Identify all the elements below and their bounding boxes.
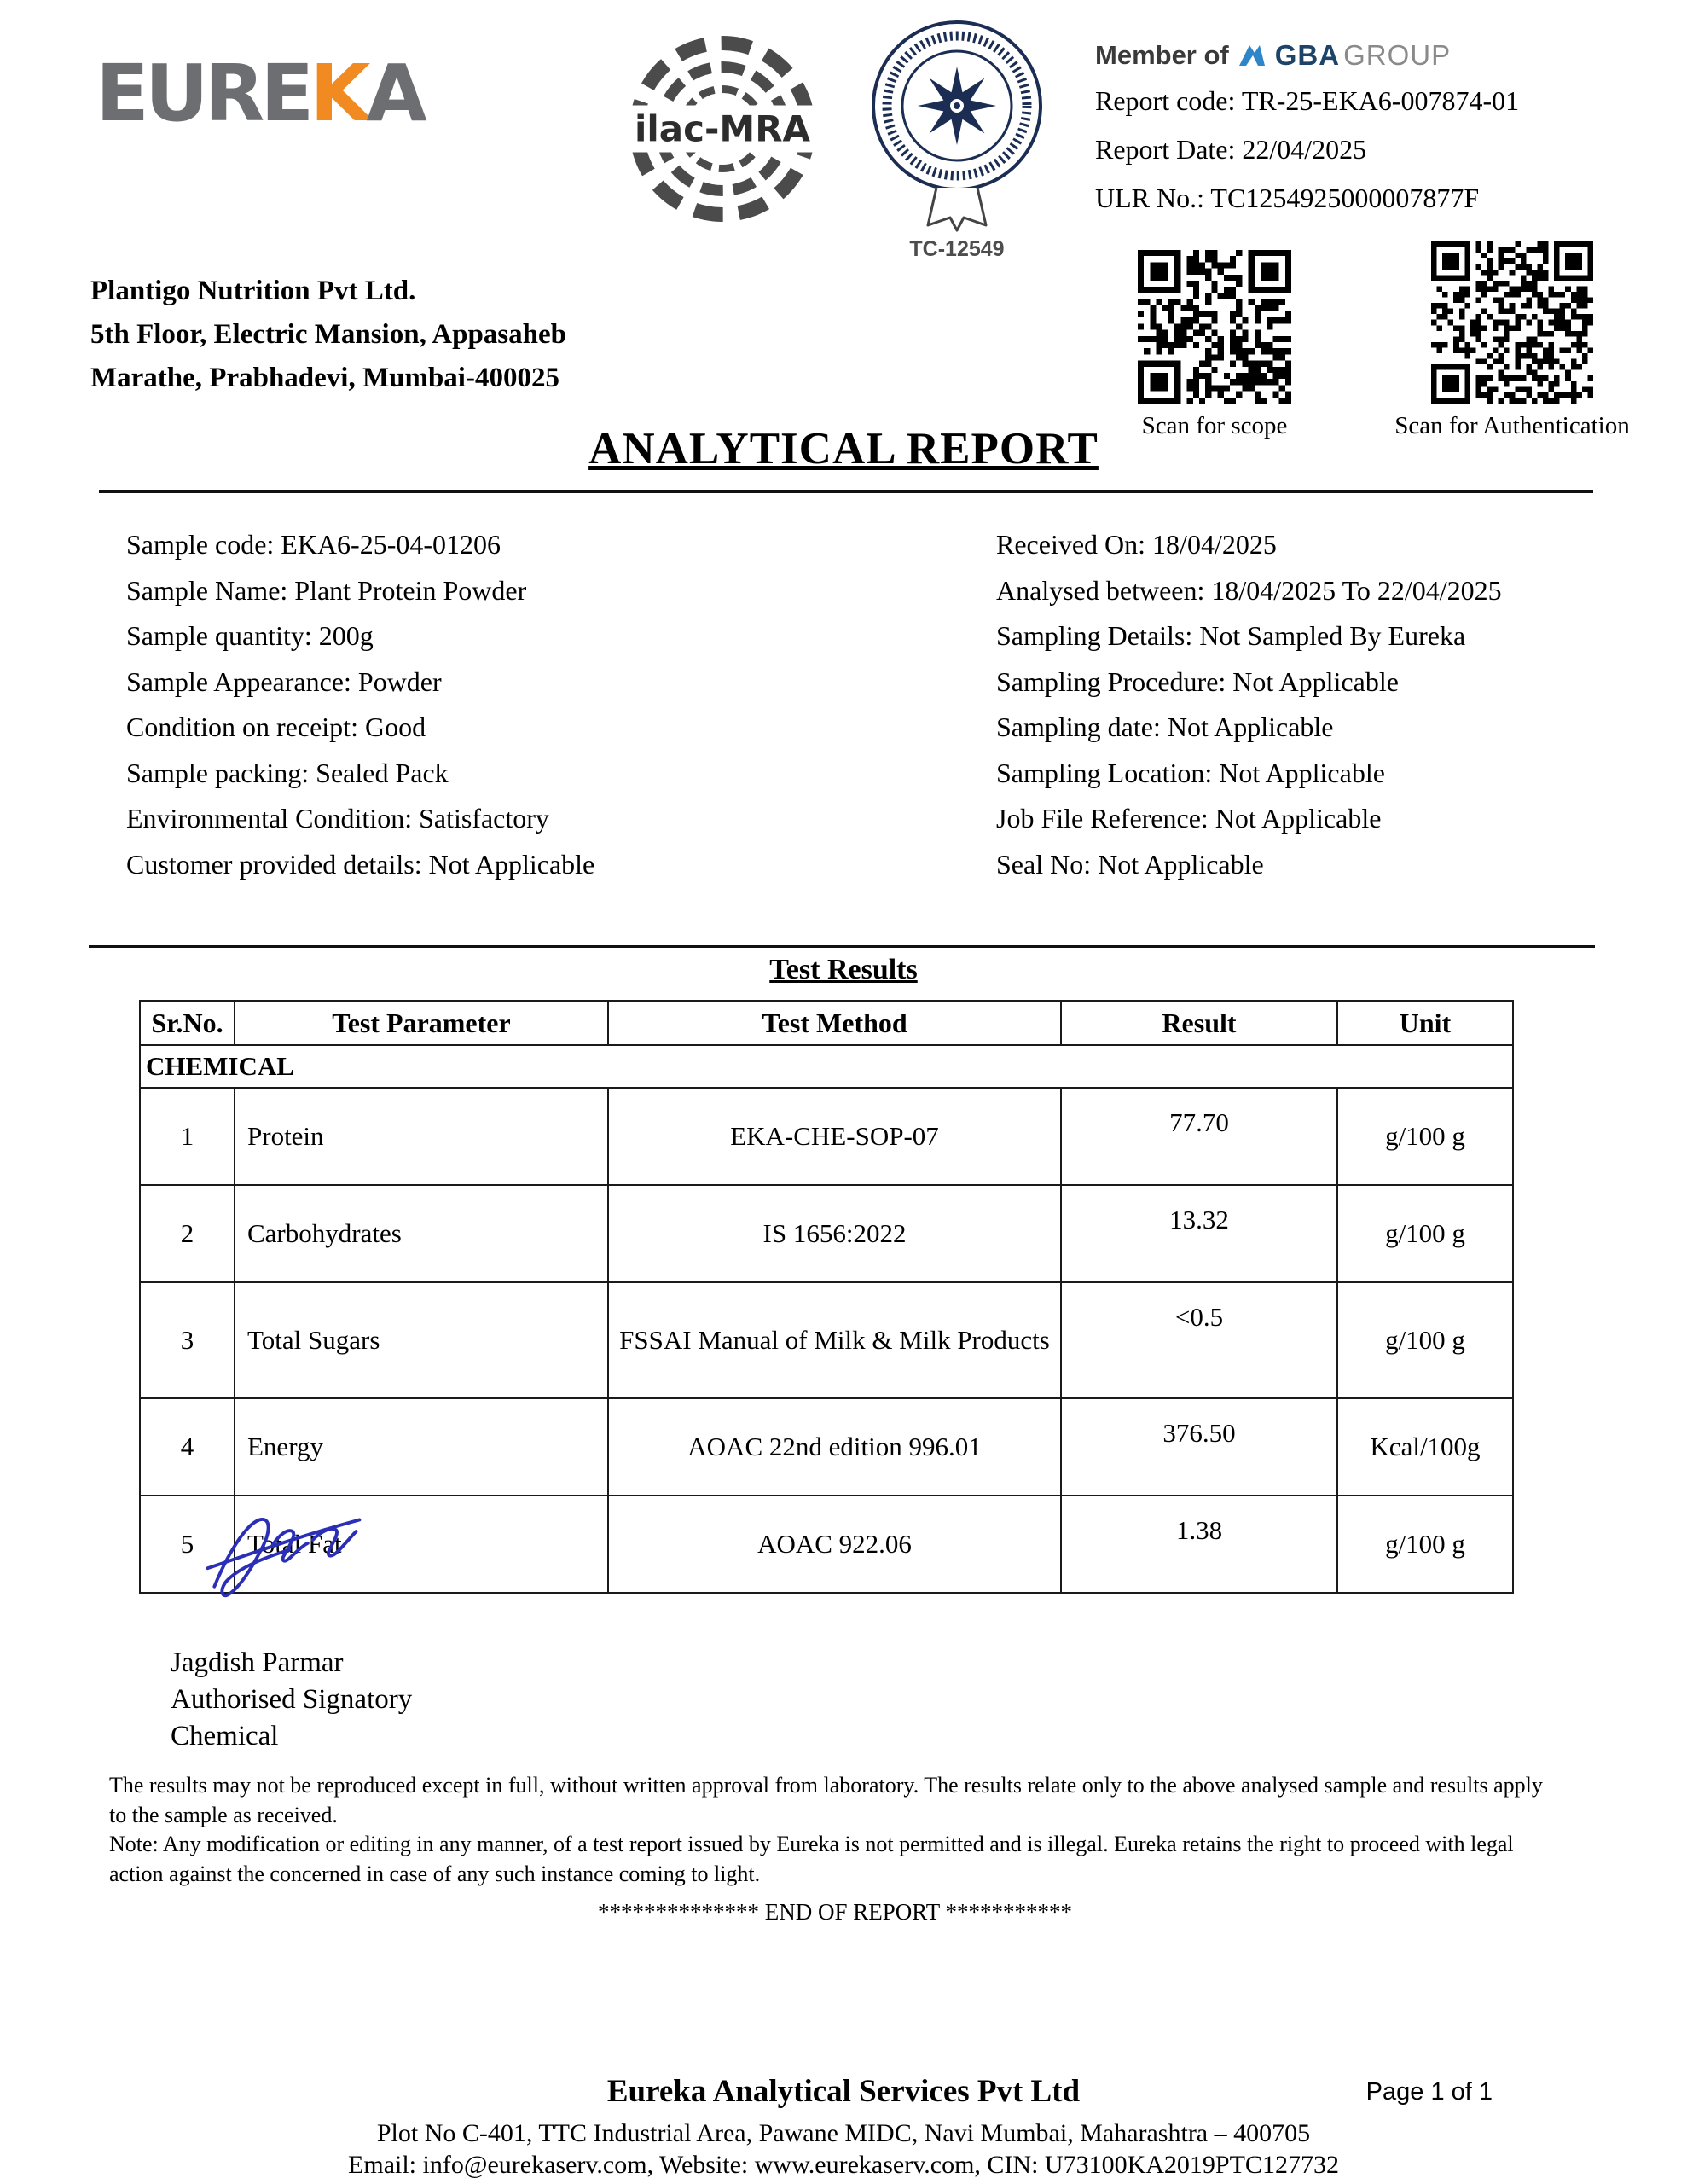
footer-company-name: Eureka Analytical Services Pvt Ltd — [606, 2074, 1081, 2109]
authentication-qr-code — [1431, 241, 1593, 404]
column-header-srno: Sr.No. — [140, 1001, 235, 1045]
report-date: Report Date: 22/04/2025 — [1095, 134, 1367, 165]
cell-method: IS 1656:2022 — [608, 1185, 1061, 1282]
disclaimer-paragraph-2: Note: Any modification or editing in any manner, of a test report issued by Eureka is not permitted and is illegal. Eureka retains the right to proceed with legal action against the concerned in case of any such instance coming to light. — [109, 1832, 1514, 1886]
gba-brand-label: GBA — [1274, 39, 1341, 71]
sample-detail-line: Sampling Procedure: Not Applicable — [996, 665, 1399, 697]
ulr-number: ULR No.: TC1254925000007877F — [1095, 183, 1480, 213]
cell-parameter: Total Fat — [235, 1496, 608, 1593]
sample-detail-line: Sample quantity: 200g — [126, 620, 374, 651]
sample-detail-line: Analysed between: 18/04/2025 To 22/04/2025 — [996, 574, 1502, 606]
table-row — [140, 1282, 1513, 1398]
sample-details-right-column — [996, 522, 1502, 887]
cell-method: AOAC 22nd edition 996.01 — [608, 1398, 1061, 1496]
page-number: Page 1 of 1 — [1365, 2078, 1493, 2106]
table-row — [140, 1088, 1513, 1185]
page-title: ANALYTICAL REPORT — [588, 424, 1099, 473]
customer-address-line2: Marathe, Prabhadevi, Mumbai-400025 — [90, 363, 559, 393]
sample-detail-line: Environmental Condition: Satisfactory — [126, 803, 549, 834]
table-row — [140, 1398, 1513, 1496]
eureka-logo-accent: K — [310, 48, 367, 139]
cell-unit: g/100 g — [1337, 1185, 1513, 1282]
eureka-logo-gray2: A — [366, 48, 423, 139]
section-row-chemical — [140, 1045, 1513, 1088]
customer-address-line1: 5th Floor, Electric Mansion, Appasaheb — [90, 319, 566, 350]
cell-unit: Kcal/100g — [1337, 1398, 1513, 1496]
cell-unit: g/100 g — [1337, 1496, 1513, 1593]
qr-authentication-block — [1394, 241, 1630, 440]
signatory-block — [171, 1645, 412, 1755]
cell-method: AOAC 922.06 — [608, 1496, 1061, 1593]
results-divider — [89, 945, 1595, 948]
disclaimer-block — [109, 1771, 1561, 1927]
sample-detail-line: Sampling Location: Not Applicable — [996, 757, 1385, 788]
cell-parameter: Energy — [235, 1398, 608, 1496]
table-row — [140, 1185, 1513, 1282]
eureka-logo — [96, 48, 423, 139]
sample-detail-line: Seal No: Not Applicable — [996, 848, 1264, 880]
column-header-result: Result — [1061, 1001, 1337, 1045]
qr-scope-block — [1134, 250, 1295, 440]
scope-qr-code — [1138, 250, 1291, 404]
sample-detail-line: Sample code: EKA6-25-04-01206 — [126, 529, 501, 560]
signatory-name: Jagdish Parmar — [171, 1647, 344, 1678]
column-header-method: Test Method — [608, 1001, 1061, 1045]
customer-address-block — [90, 270, 566, 400]
cell-result: 376.50 — [1061, 1398, 1337, 1496]
sample-details-left-column — [126, 522, 594, 887]
member-of-label: Member of — [1095, 40, 1229, 70]
gba-group-label: GROUP — [1343, 39, 1452, 71]
cell-method: EKA-CHE-SOP-07 — [608, 1088, 1061, 1185]
nabl-emblem-icon — [853, 14, 1061, 237]
signature-image — [189, 1503, 373, 1610]
column-header-parameter: Test Parameter — [235, 1001, 608, 1045]
signatory-department: Chemical — [171, 1721, 279, 1751]
disclaimer-paragraph-1: The results may not be reproduced except in full, without written approval from laboratory. The results relate only to the above analysed sample and results apply to the sample as received. — [109, 1773, 1543, 1827]
sample-detail-line: Sample Name: Plant Protein Powder — [126, 574, 527, 606]
footer-contact: Email: info@eurekaserv.com, Website: www.eurekaserv.com, CIN: U73100KA2019PTC127732 — [348, 2151, 1339, 2179]
footer-address: Plot No C-401, TTC Industrial Area, Pawane MIDC, Navi Mumbai, Maharashtra – 400705 — [376, 2119, 1311, 2147]
nabl-accreditation-code: TC-12549 — [909, 237, 1005, 261]
cell-unit: g/100 g — [1337, 1088, 1513, 1185]
table-header-row — [140, 1001, 1513, 1045]
cell-parameter: Protein — [235, 1088, 608, 1185]
cell-srno: 1 — [140, 1088, 235, 1185]
cell-result: 77.70 — [1061, 1088, 1337, 1185]
cell-parameter: Total Sugars — [235, 1282, 608, 1398]
sample-detail-line: Job File Reference: Not Applicable — [996, 803, 1382, 834]
nabl-logo — [853, 14, 1061, 262]
customer-name: Plantigo Nutrition Pvt Ltd. — [90, 276, 416, 306]
eureka-logo-gray1: EURE — [96, 48, 310, 139]
sample-detail-line: Sampling date: Not Applicable — [996, 712, 1334, 742]
sample-detail-line: Condition on receipt: Good — [126, 712, 426, 742]
cell-srno: 2 — [140, 1185, 235, 1282]
authentication-qr-label: Scan for Authentication — [1394, 412, 1630, 439]
cell-srno: 3 — [140, 1282, 235, 1398]
ilac-mra-label: ilac-MRA — [621, 106, 824, 153]
column-header-unit: Unit — [1337, 1001, 1513, 1045]
cell-parameter: Carbohydrates — [235, 1185, 608, 1282]
sample-detail-line: Received On: 18/04/2025 — [996, 529, 1277, 560]
sample-detail-line: Sample packing: Sealed Pack — [126, 757, 449, 788]
sample-detail-line: Customer provided details: Not Applicable — [126, 848, 595, 880]
report-info-block — [1095, 34, 1519, 223]
cell-result: <0.5 — [1061, 1282, 1337, 1398]
report-code: Report code: TR-25-EKA6-007874-01 — [1095, 85, 1520, 116]
cell-unit: g/100 g — [1337, 1282, 1513, 1398]
cell-result: 1.38 — [1061, 1496, 1337, 1593]
signatory-title: Authorised Signatory — [171, 1684, 413, 1715]
title-divider — [99, 490, 1593, 493]
cell-srno: 5 — [140, 1496, 235, 1593]
sample-detail-line: Sampling Details: Not Sampled By Eureka — [996, 620, 1466, 651]
member-of-line — [1095, 34, 1519, 77]
cell-srno: 4 — [140, 1398, 235, 1496]
cell-result: 13.32 — [1061, 1185, 1337, 1282]
sample-detail-line: Sample Appearance: Powder — [126, 665, 442, 697]
ilac-mra-logo — [629, 36, 815, 222]
scope-qr-label: Scan for scope — [1141, 412, 1288, 439]
cell-method: FSSAI Manual of Milk & Milk Products — [608, 1282, 1061, 1398]
gba-group-icon — [1238, 44, 1267, 67]
section-label: CHEMICAL — [140, 1045, 1513, 1088]
end-of-report-line: ************** END OF REPORT *********** — [598, 1899, 1072, 1925]
test-results-heading: Test Results — [769, 954, 918, 985]
